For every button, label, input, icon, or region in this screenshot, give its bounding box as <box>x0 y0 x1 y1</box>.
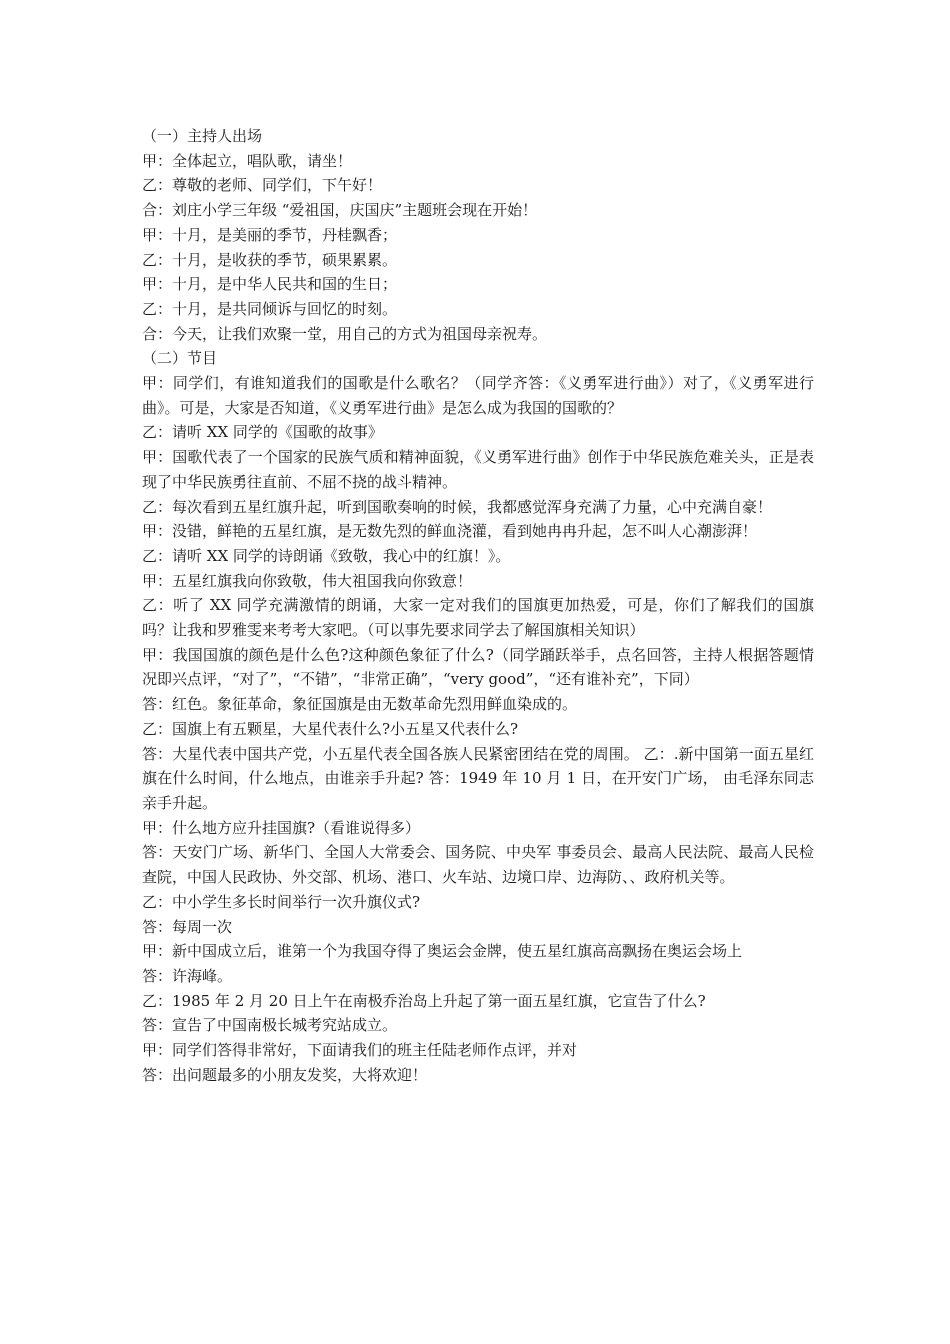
script-line: 甲：没错，鲜艳的五星红旗，是无数先烈的鲜血浇灌，看到她冉冉升起，怎不叫人心潮澎湃！ <box>142 522 758 541</box>
script-line: 乙：十月，是收获的季节，硕果累累。 <box>142 250 398 269</box>
script-line: 乙：听了 XX 同学充满激情的朗诵，大家一定对我们的国旗更加热爱，可是，你们了解我们的国旗吗？让我和罗雅雯来考考大家吧。（可以事先要求同学去了解国旗相关知识） <box>142 596 814 640</box>
script-line: 答：红色。象征革命，象征国旗是由无数革命先烈用鲜血染成的。 <box>142 695 578 714</box>
script-line: 合：刘庄小学三年级 “爱祖国，庆国庆”主题班会现在开始！ <box>142 201 538 220</box>
script-line: 甲：我国国旗的颜色是什么色?这种颜色象征了什么?（同学踊跃举手，点名回答，主持人根据答题情况即兴点评，“对了”，“不错”，“非常正确”，“very good”，“还有谁补充”，下同） <box>142 645 814 689</box>
script-line: 甲：新中国成立后，谁第一个为我国夺得了奥运会金牌，使五星红旗高高飘扬在奥运会场上 <box>142 942 743 961</box>
script-line: 乙：每次看到五星红旗升起，听到国歌奏响的时候，我都感觉浑身充满了力量，心中充满自豪！ <box>142 497 773 516</box>
script-line: 甲：十月，是中华人民共和国的生日； <box>142 275 398 294</box>
script-line: 甲：五星红旗我向你致敬，伟大祖国我向你致意！ <box>142 571 473 590</box>
script-line: 甲：全体起立，唱队歌，请坐！ <box>142 151 353 170</box>
script-line: 甲：什么地方应升挂国旗?（看谁说得多） <box>142 818 421 837</box>
script-line: 甲：同学们，有谁知道我们的国歌是什么歌名？（同学齐答：《义勇军进行曲》）对了，《义勇军进行曲》。可是，大家是否知道，《义勇军进行曲》是怎么成为我国的国歌的？ <box>142 374 814 417</box>
script-line: 答：每周一次 <box>142 917 233 936</box>
script-line: 乙：1985 年 2 月 20 日上午在南极乔治岛上升起了第一面五星红旗，它宣告了什么? <box>142 991 706 1010</box>
script-line: 乙：国旗上有五颗星，大星代表什么?小五星又代表什么? <box>142 719 519 738</box>
section-heading-host-entrance: （一）主持人出场 <box>142 127 263 145</box>
script-line: 答：出问题最多的小朋友发奖，大将欢迎！ <box>142 1065 428 1084</box>
script-line: 乙：请听 XX 同学的《国歌的故事》 <box>142 423 383 442</box>
script-line: 答：许海峰。 <box>142 966 233 985</box>
script-line: 答：天安门广场、新华门、全国人大常委会、国务院、中央军 事委员会、最高人民法院、最高人民检查院，中国人民政协、外交部、机场、港口、火车站、边境口岸、边海防、、政府机关等。 <box>142 843 814 887</box>
script-line: 甲：十月，是美丽的季节，丹桂飘香； <box>142 225 398 244</box>
script-line: 乙：十月，是共同倾诉与回忆的时刻。 <box>142 299 398 318</box>
script-line: 甲：国歌代表了一个国家的民族气质和精神面貌，《义勇军进行曲》创作于中华民族危难关头，正是表现了中华民族勇往直前、不屈不挠的战斗精神。 <box>142 448 814 491</box>
script-line: 乙：请听 XX 同学的诗朗诵《致敬，我心中的红旗！》。 <box>142 546 511 565</box>
script-line: 乙：中小学生多长时间举行一次升旗仪式? <box>142 892 421 911</box>
script-line: 甲：同学们答得非常好，下面请我们的班主任陆老师作点评，并对 <box>142 1041 578 1060</box>
section-heading-program: （二）节目 <box>142 349 218 368</box>
script-line: 乙：尊敬的老师、同学们，下午好！ <box>142 176 383 195</box>
script-line: 合：今天，让我们欢聚一堂，用自己的方式为祖国母亲祝寿。 <box>142 324 548 343</box>
document-body <box>142 124 814 1087</box>
script-line: 答：宣告了中国南极长城考究站成立。 <box>142 1016 398 1035</box>
script-line: 答：大星代表中国共产党，小五星代表全国各族人民紧密团结在党的周围。 乙：.新中国第一面五星红旗在什么时间，什么地点，由谁亲手升起? 答：1949 年 10 月 1 日，在开安门广场， 由毛泽东同志亲手升起。 <box>142 744 814 812</box>
